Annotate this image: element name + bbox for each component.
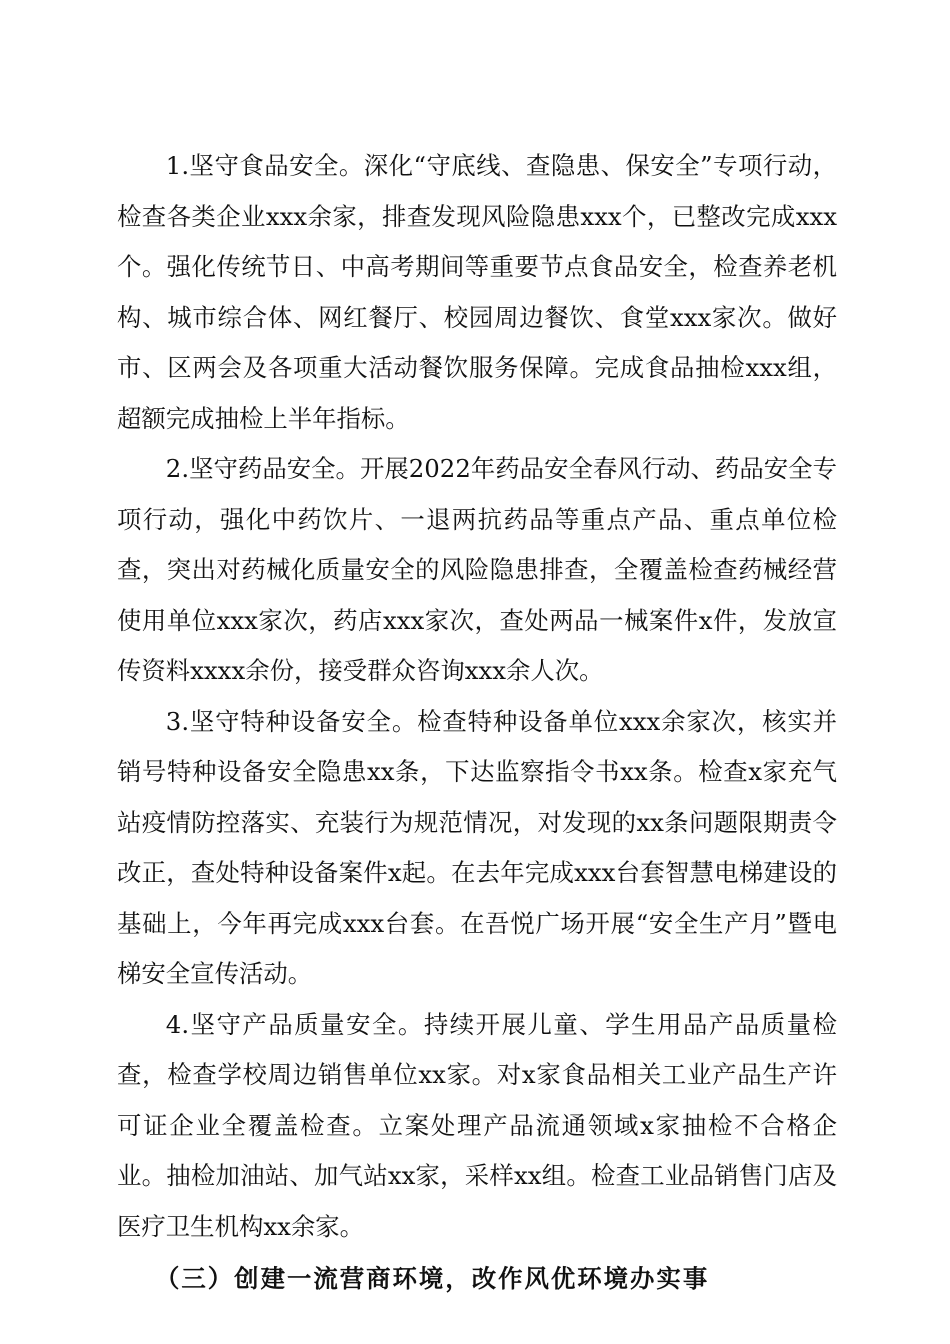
document-body: [117, 141, 837, 1306]
paragraph-drug-safety: 2.坚守药品安全。开展2022年药品安全春风行动、药品安全专项行动，强化中药饮片、一退两抗药品等重点产品、重点单位检查，突出对药械化质量安全的风险隐患排查，全覆盖检查药械经营使用单位xxx家次，药店xxx家次，查处两品一械案件x件，发放宣传资料xxxx余份，接受群众咨询xxx余人次。: [117, 454, 837, 685]
paragraph-food-safety: 1.坚守食品安全。深化“守底线、查隐患、保安全”专项行动，检查各类企业xxx余家，排查发现风险隐患xxx个，已整改完成xxx个。强化传统节日、中高考期间等重要节点食品安全，检查养老机构、城市综合体、网红餐厅、校园周边餐饮、食堂xxx家次。做好市、区两会及各项重大活动餐饮服务保障。完成食品抽检xxx组，超额完成抽检上半年指标。: [117, 151, 837, 433]
paragraph-product-quality-safety: 4.坚守产品质量安全。持续开展儿童、学生用品产品质量检查，检查学校周边销售单位xx家。对x家食品相关工业产品生产许可证企业全覆盖检查。立案处理产品流通领域x家抽检不合格企业。抽检加油站、加气站xx家，采样xx组。检查工业品销售门店及医疗卫生机构xx余家。: [117, 1009, 837, 1241]
section-heading: （三）创建一流营商环境，改作风优环境办实事: [155, 1264, 710, 1293]
paragraph-special-equipment-safety: 3.坚守特种设备安全。检查特种设备单位xxx余家次，核实并销号特种设备安全隐患xx条，下达监察指令书xx条。检查x家充气站疫情防控落实、充装行为规范情况，对发现的xx条问题限期责令改正，查处特种设备案件x起。在去年完成xxx台套智慧电梯建设的基础上，今年再完成xxx台套。在吾悦广场开展“安全生产月”暨电梯安全宣传活动。: [117, 706, 837, 988]
